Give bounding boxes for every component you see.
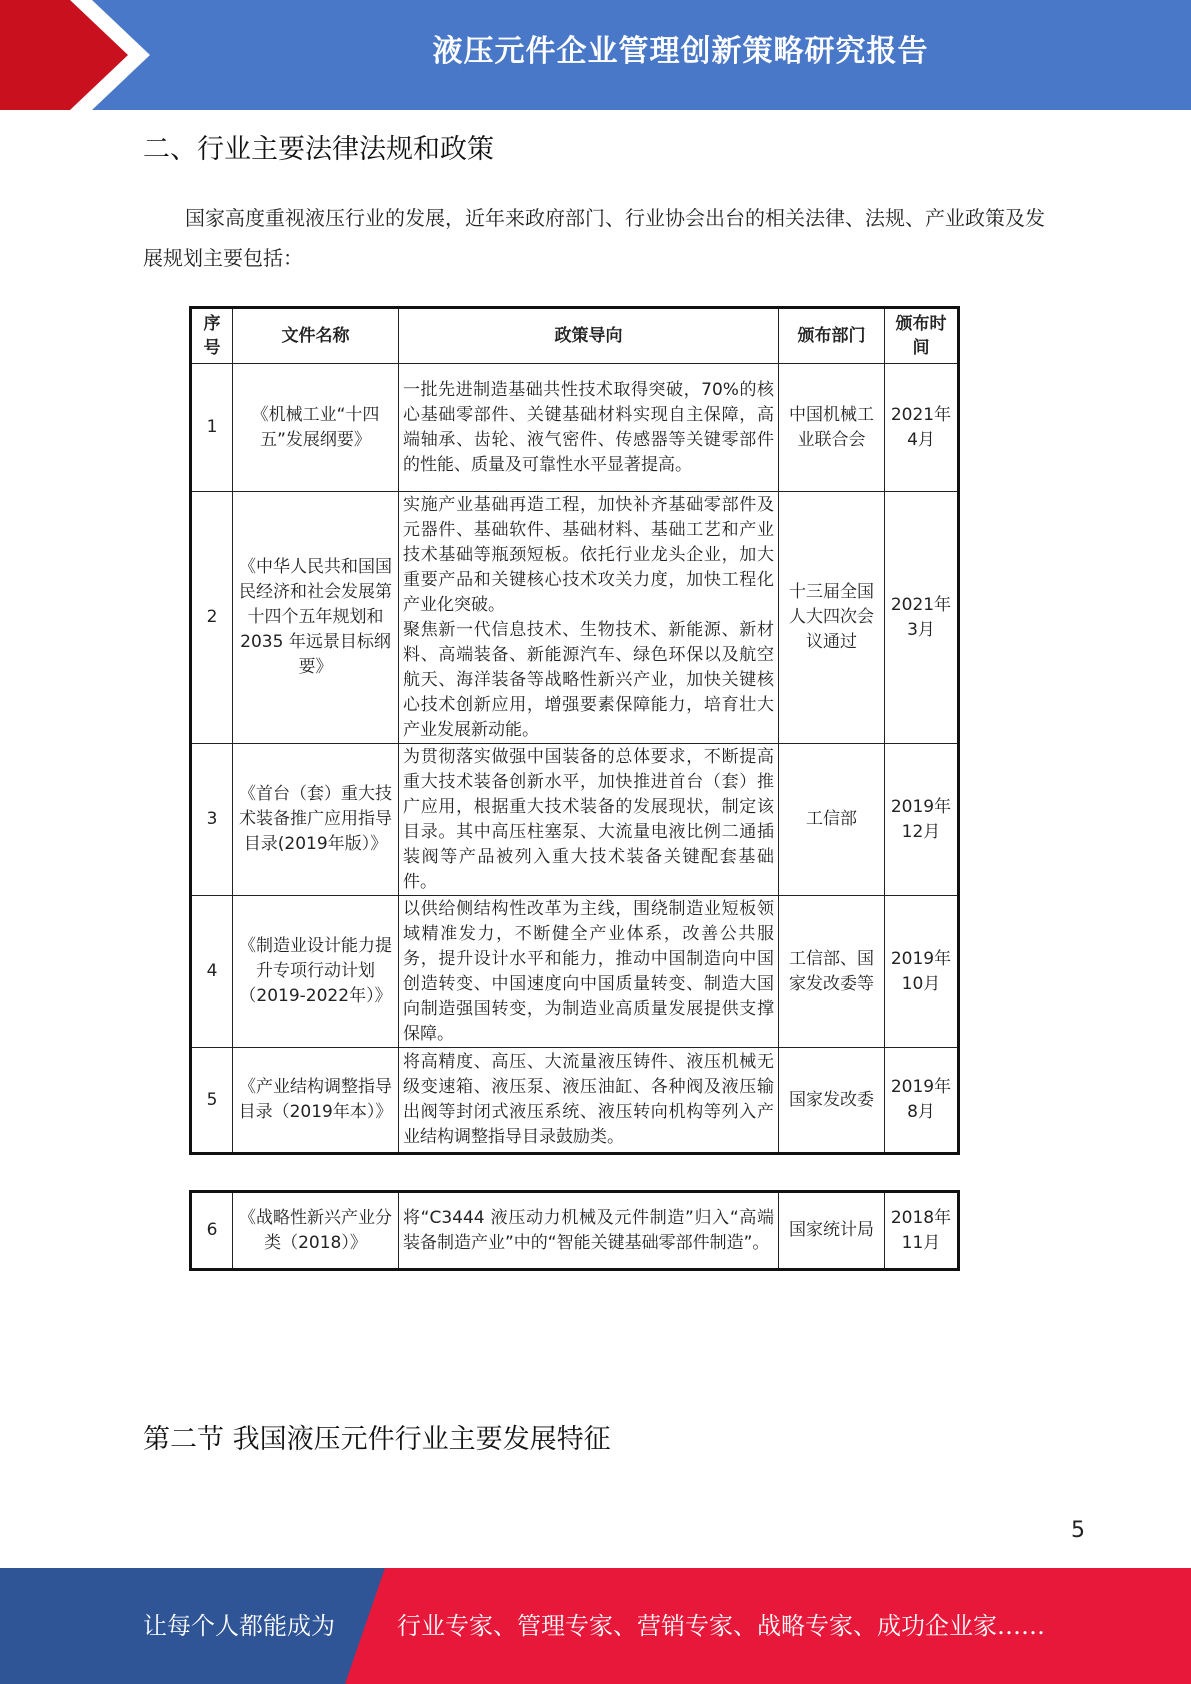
table-row: [191, 364, 959, 492]
row-number: 3: [191, 744, 233, 896]
issuing-department: 国家发改委: [779, 1048, 885, 1154]
table-header-row: [191, 308, 959, 364]
table-row: [191, 896, 959, 1048]
table-row: [191, 744, 959, 896]
header-time: 颁布时间: [885, 308, 959, 364]
policy-direction: [399, 896, 779, 1048]
page-header: [0, 0, 1191, 110]
issue-date: 2019年 12月: [885, 744, 959, 896]
table-row: [191, 1192, 959, 1270]
policy-paragraph: 将“C3444 液压动力机械及元件制造”归入“高端装备制造产业”中的“智能关键基础零部件制造”。: [403, 1207, 774, 1253]
document-name: 《战略性新兴产业分类（2018）》: [233, 1192, 399, 1270]
policy-direction: [399, 1048, 779, 1154]
section-title: 第二节 我国液压元件行业主要发展特征: [143, 1424, 611, 1455]
issuing-department: 国家统计局: [779, 1192, 885, 1270]
policy-paragraph: 聚焦新一代信息技术、生物技术、新能源、新材料、高端装备、新能源汽车、绿色环保以及航空航天、海洋装备等战略性新兴产业，加快关键核心技术创新应用，增强要素保障能力，培育壮大产业发展新动能。: [403, 619, 774, 740]
policy-direction: [399, 1192, 779, 1270]
policy-paragraph: 将高精度、高压、大流量液压铸件、液压机械无级变速箱、液压泵、液压油缸、各种阀及液压输出阀等封闭式液压系统、液压转向机构等列入产业结构调整指导目录鼓励类。: [403, 1052, 774, 1147]
document-title: 液压元件企业管理创新策略研究报告: [432, 34, 929, 69]
issuing-department: 中国机械工业联合会: [779, 364, 885, 492]
document-name: 《制造业设计能力提升专项行动计划（2019-2022年）》: [233, 896, 399, 1048]
policy-direction: [399, 744, 779, 896]
policy-table: [189, 306, 960, 1155]
policy-paragraph: 一批先进制造基础共性技术取得突破，70%的核心基础零部件、关键基础材料实现自主保障，高端轴承、齿轮、液气密件、传感器等关键零部件的性能、质量及可靠性水平显著提高。: [403, 379, 774, 475]
header-policy: 政策导向: [399, 308, 779, 364]
document-name: 《首台（套）重大技术装备推广应用指导目录(2019年版）》: [233, 744, 399, 896]
issuing-department: 工信部: [779, 744, 885, 896]
row-number: 6: [191, 1192, 233, 1270]
policy-direction: [399, 364, 779, 492]
issue-date: 2019年 10月: [885, 896, 959, 1048]
document-name: 《产业结构调整指导目录（2019年本）》: [233, 1048, 399, 1154]
document-name: 《机械工业“十四五”发展纲要》: [233, 364, 399, 492]
document-name: 《中华人民共和国国民经济和社会发展第十四个五年规划和 2035 年远景目标纲要》: [233, 492, 399, 744]
page-footer: [0, 1568, 1191, 1684]
row-number: 4: [191, 896, 233, 1048]
header-dept: 颁布部门: [779, 308, 885, 364]
issue-date: 2021年3月: [885, 492, 959, 744]
section-heading: 二、行业主要法律法规和政策: [143, 134, 494, 165]
intro-paragraph: 国家高度重视液压行业的发展，近年来政府部门、行业协会出台的相关法律、法规、产业政策及发展规划主要包括：: [143, 206, 1045, 270]
row-number: 1: [191, 364, 233, 492]
policy-paragraph: 为贯彻落实做强中国装备的总体要求，不断提高重大技术装备创新水平，加快推进首台（套）推广应用，根据重大技术装备的发展现状，制定该目录。其中高压柱塞泵、大流量电液比例二通插装阀等产品被列入重大技术装备关键配套基础件。: [403, 746, 774, 892]
row-number: 5: [191, 1048, 233, 1154]
header-name: 文件名称: [233, 308, 399, 364]
footer-slogan-right: 行业专家、管理专家、营销专家、战略专家、成功企业家……: [397, 1612, 1045, 1640]
table-row: [191, 1048, 959, 1154]
issue-date: 2018年 11月: [885, 1192, 959, 1270]
policy-direction: [399, 492, 779, 744]
footer-slogan-left: 让每个人都能成为: [143, 1612, 335, 1640]
issue-date: 2019年8月: [885, 1048, 959, 1154]
page-number: 5: [1071, 1518, 1085, 1543]
row-number: 2: [191, 492, 233, 744]
table-row: [191, 492, 959, 744]
header-num: 序号: [191, 308, 233, 364]
policy-table-continued: [189, 1190, 960, 1271]
policy-paragraph: 以供给侧结构性改革为主线，围绕制造业短板领域精准发力，不断健全产业体系，改善公共服务，提升设计水平和能力，推动中国制造向中国创造转变、中国速度向中国质量转变、制造大国向制造强国转变，为制造业高质量发展提供支撑保障。: [403, 898, 774, 1044]
issuing-department: 工信部、国家发改委等: [779, 896, 885, 1048]
issuing-department: 十三届全国人大四次会议通过: [779, 492, 885, 744]
policy-paragraph: 实施产业基础再造工程，加快补齐基础零部件及元器件、基础软件、基础材料、基础工艺和产业技术基础等瓶颈短板。依托行业龙头企业，加大重要产品和关键核心技术攻关力度，加快工程化产业化突破。: [403, 494, 774, 615]
issue-date: 2021年4月: [885, 364, 959, 492]
